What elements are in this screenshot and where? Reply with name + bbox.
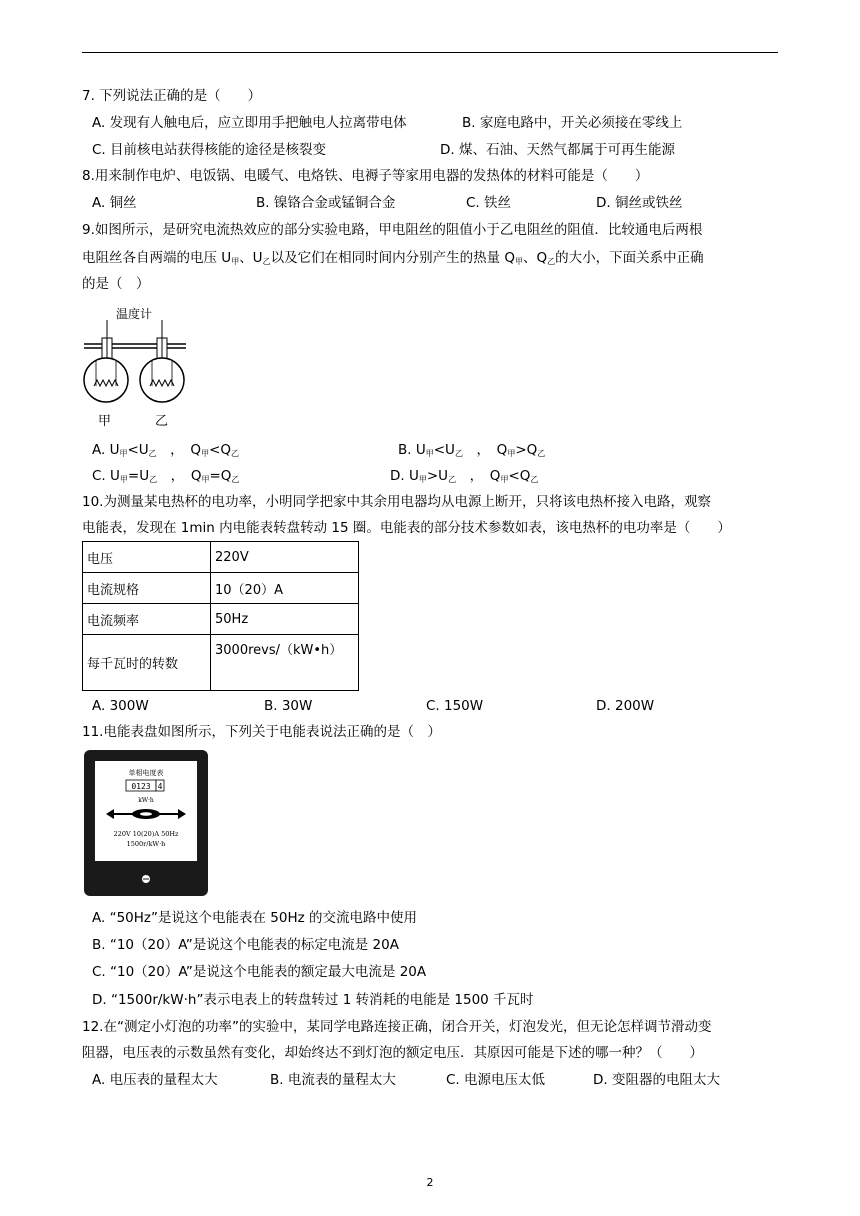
page-number: 2 bbox=[426, 1176, 434, 1189]
q11-option-a: A. “50Hz”是说这个电能表在 50Hz 的交流电路中使用 bbox=[92, 910, 417, 926]
q10-option-c: C. 150W bbox=[426, 698, 484, 714]
q10-option-b: B. 30W bbox=[264, 698, 313, 714]
q7-option-b: B. 家庭电路中，开关必须接在零线上 bbox=[462, 115, 683, 131]
figure-label-jia: 甲 bbox=[98, 414, 112, 429]
q11-option-b: B. “10（20）A”是说这个电能表的标定电流是 20A bbox=[92, 937, 399, 953]
q9-option-b: B. $U_甲<U_乙$ ， $Q_甲>Q_乙$ bbox=[398, 442, 546, 458]
figure-label-thermometer: 温度计 bbox=[116, 307, 153, 321]
meter-reading: 0123 bbox=[131, 782, 151, 791]
q9-stem-line1: 9.如图所示，是研究电流热效应的部分实验电路，甲电阻丝的阻值小于乙电阻丝的阻值．比较通电后两根 bbox=[82, 222, 703, 238]
table-row bbox=[83, 573, 359, 604]
electric-meter-figure bbox=[82, 748, 210, 898]
q12-stem-line2: 阻器，电压表的示数虽然有变化，却始终达不到灯泡的额定电压．其原因可能是下述的哪一种？（ ） bbox=[82, 1045, 703, 1061]
q12-stem-line1: 12.在“测定小灯泡的功率”的实验中，某同学电路连接正确，闭合开关，灯泡发光，但无论怎样调节滑动变 bbox=[82, 1019, 712, 1035]
table-cell: 每千瓦时的转数 bbox=[83, 635, 211, 691]
q8-stem: 8.用来制作电炉、电饭锅、电暖气、电烙铁、电褥子等家用电器的发热体的材料可能是（ ） bbox=[82, 168, 649, 184]
meter-unit: kW·h bbox=[138, 797, 154, 804]
thermometer-flasks-figure bbox=[82, 304, 192, 432]
q10-stem-line1: 10.为测量某电热杯的电功率，小明同学把家中其余用电器均从电源上断开，只将该电热杯接入电路，观察 bbox=[82, 494, 711, 510]
meter-last-digit: 4 bbox=[157, 782, 163, 791]
q7-stem: 7. 下列说法正确的是（ ） bbox=[82, 88, 262, 104]
table-row bbox=[83, 635, 359, 691]
q9-stem-line2: 电阻丝各自两端的电压 $U_甲$、$U_乙$以及它们在相同时间内分别产生的热量 $Q_甲$、$Q_乙$的大小，下面关系中正确 bbox=[82, 250, 704, 266]
meter-spec-table bbox=[82, 541, 359, 691]
meter-title: 单相电度表 bbox=[128, 769, 164, 777]
meter-spec-line2: 1500r/kW·h bbox=[126, 840, 166, 848]
q11-option-d: D. “1500r/kW·h”表示电表上的转盘转过 1 转消耗的电能是 1500 千瓦时 bbox=[92, 992, 534, 1008]
table-cell: 3000revs/（kW•h） bbox=[211, 635, 359, 691]
meter-spec-line1: 220V 10(20)A 50Hz bbox=[113, 830, 179, 838]
table-cell: 电压 bbox=[83, 542, 211, 573]
q8-option-d: D. 铜丝或铁丝 bbox=[596, 195, 683, 211]
q7-option-c: C. 目前核电站获得核能的途径是核裂变 bbox=[92, 142, 327, 158]
q9-option-d: D. $U_甲>U_乙$ ， $Q_甲<Q_乙$ bbox=[390, 468, 539, 484]
table-cell: 50Hz bbox=[211, 604, 359, 635]
table-row bbox=[83, 604, 359, 635]
q12-option-b: B. 电流表的量程太大 bbox=[270, 1072, 396, 1088]
q11-stem: 11.电能表盘如图所示，下列关于电能表说法正确的是（ ） bbox=[82, 724, 441, 740]
q12-option-d: D. 变阻器的电阻太大 bbox=[593, 1072, 720, 1088]
q8-option-a: A. 铜丝 bbox=[92, 195, 137, 211]
q9-option-c: C. $U_甲=U_乙$ ， $Q_甲=Q_乙$ bbox=[92, 468, 240, 484]
q12-option-c: C. 电源电压太低 bbox=[446, 1072, 546, 1088]
q8-option-b: B. 镍铬合金或锰铜合金 bbox=[256, 195, 396, 211]
header-rule bbox=[82, 52, 778, 53]
table-cell: 电流频率 bbox=[83, 604, 211, 635]
q10-stem-line2: 电能表，发现在 1min 内电能表转盘转动 15 圈。电能表的部分技术参数如表，该电热杯的电功率是（ ） bbox=[82, 520, 731, 536]
q10-option-d: D. 200W bbox=[596, 698, 655, 714]
table-row bbox=[83, 542, 359, 573]
table-cell: 10（20）A bbox=[211, 573, 359, 604]
q10-option-a: A. 300W bbox=[92, 698, 149, 714]
q8-option-c: C. 铁丝 bbox=[466, 195, 512, 211]
q7-option-a: A. 发现有人触电后，应立即用手把触电人拉离带电体 bbox=[92, 115, 407, 131]
q12-option-a: A. 电压表的量程太大 bbox=[92, 1072, 218, 1088]
table-cell: 电流规格 bbox=[83, 573, 211, 604]
q7-option-d: D. 煤、石油、天然气都属于可再生能源 bbox=[440, 142, 675, 158]
table-cell: 220V bbox=[211, 542, 359, 573]
q9-stem-line3: 的是（ ） bbox=[82, 276, 150, 292]
figure-label-yi: 乙 bbox=[155, 414, 169, 429]
q9-option-a: A. $U_甲<U_乙$ ， $Q_甲<Q_乙$ bbox=[92, 442, 239, 458]
q11-option-c: C. “10（20）A”是说这个电能表的额定最大电流是 20A bbox=[92, 964, 427, 980]
